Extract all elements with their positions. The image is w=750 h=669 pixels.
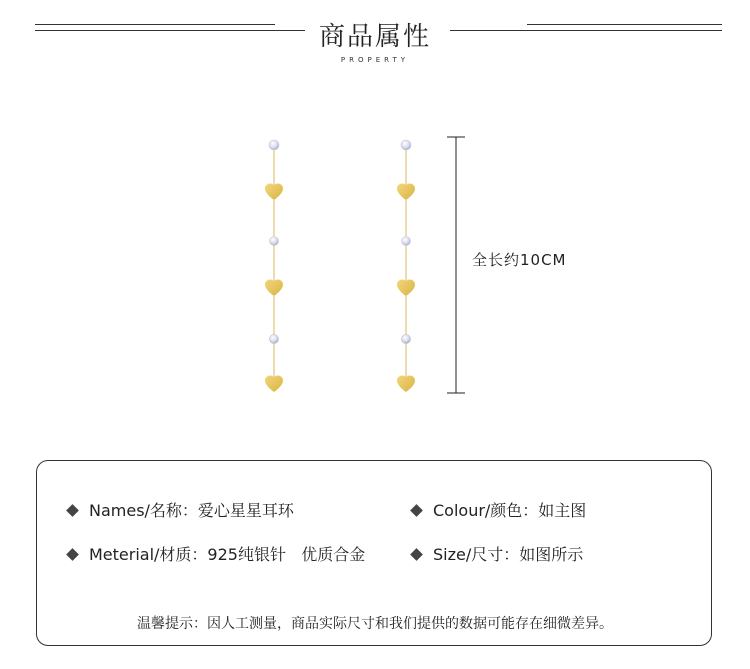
bullet-diamond-icon [66, 504, 79, 517]
product-info-box [36, 460, 712, 646]
bullet-diamond-icon [66, 548, 79, 561]
spec-names [68, 498, 294, 521]
earring-right-image [387, 136, 427, 398]
page-title: 商品属性 [318, 22, 431, 52]
spec-size-text: Size/尺寸：如图所示 [433, 545, 584, 564]
bullet-diamond-icon [410, 548, 423, 561]
spec-material-text: Meterial/材质：925纯银针 优质合金 [89, 545, 366, 564]
spec-colour [412, 498, 586, 521]
bullet-diamond-icon [410, 504, 423, 517]
spec-size [412, 542, 583, 565]
page-subtitle: PROPERTY [340, 56, 410, 64]
spec-material [68, 542, 365, 565]
earring-left-image [255, 136, 295, 398]
measurement-note: 温馨提示：因人工测量，商品实际尺寸和我们提供的数据可能存在细微差异。 [137, 616, 613, 632]
spec-names-text: Names/名称：爱心星星耳环 [89, 501, 294, 520]
length-measure-bracket [445, 136, 467, 396]
length-label: 全长约10CM [472, 251, 567, 269]
spec-colour-text: Colour/颜色：如主图 [433, 501, 587, 520]
